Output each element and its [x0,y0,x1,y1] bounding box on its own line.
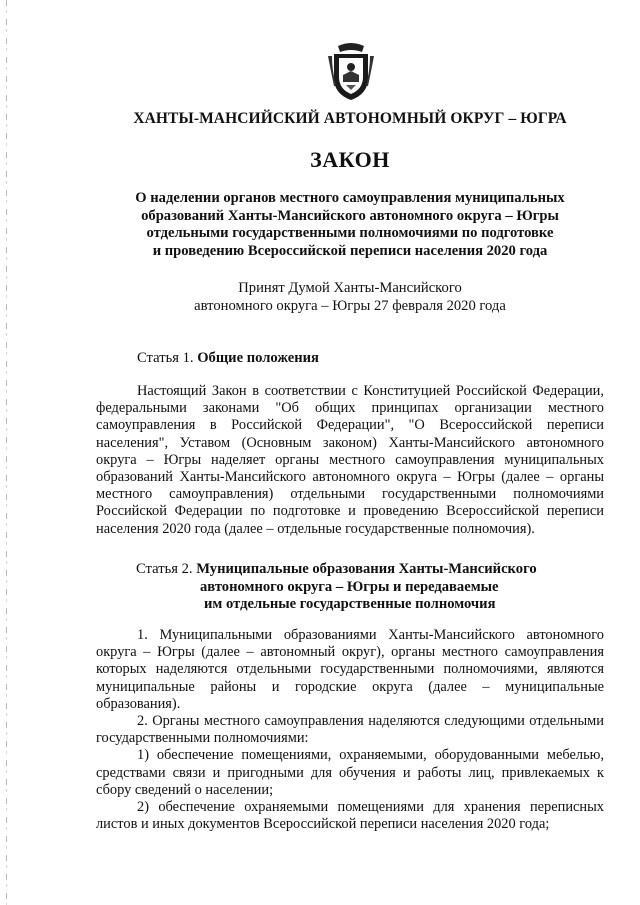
article-2-heading [136,561,606,614]
article-1-label: Статья 1. [137,350,194,366]
law-title-line: отдельными государственными полномочиями по подготовке [146,225,554,242]
region-name: ХАНТЫ-МАНСИЙСКИЙ АВТОНОМНЫЙ ОКРУГ – ЮГРА [133,110,567,127]
adoption-note [150,280,550,315]
law-title [100,190,600,260]
article-2-title-line: автономного округа – Югры и передаваемые [200,578,499,595]
article-2-label: Статья 2. [136,561,193,577]
article-1-text: Настоящий Закон в соответствии с Конституцией Российской Федерации, федеральными законами "Об общих принципах организации местного самоуправления в Российской Федерации", "О Всероссийской переписи населения", Уставом (Основным законом) Ханты-Мансийского автономного округа – Югры наделяет органы местного самоуправления муниципальных образований Ханты-Мансийского автономного округа – Югры (далее – органы местного самоуправления) отдельными государственными полномочиями Российской Федерации по подготовке и проведению Всероссийской переписи населения 2020 года (далее – отдельные государственные полномочия). [96,383,604,537]
law-title-line: и проведению Всероссийской переписи населения 2020 года [152,242,548,259]
article-2-title-line: им отдельные государственные полномочия [204,596,496,613]
article-2-paragraph: 1) обеспечение помещениями, охраняемыми, оборудованными мебелью, средствами связи и пригодными для обучения и работы лиц, привлекаемых к сбору сведений о населении; [96,747,604,798]
coat-of-arms-icon [326,42,376,102]
article-1-heading [137,350,319,367]
article-2-paragraph: 2) обеспечение охраняемыми помещениями для хранения переписных листов и иных документов Всероссийской переписи населения 2020 года; [96,799,604,833]
article-2-paragraph: 1. Муниципальными образованиями Ханты-Мансийского автономного округа – Югры (далее – автономный округ), органы местного самоуправления которых наделяются отдельными государственными полномочиями, являются муниципальные районы и городские округа (далее – муниципальные образования). [96,627,604,712]
article-1-title: Общие положения [197,350,319,366]
document-type: ЗАКОН [310,147,390,172]
adoption-line: автономного округа – Югры 27 февраля 2020 года [194,297,506,314]
adoption-line: Принят Думой Ханты-Мансийского [238,280,462,296]
article-2-title-line: Муниципальные образования Ханты-Мансийского [196,561,537,577]
law-title-line: образований Ханты-Мансийского автономного округа – Югры [141,207,559,224]
article-2-text [96,627,604,833]
law-title-line: О наделении органов местного самоуправления муниципальных [135,190,565,206]
article-2-paragraph: 2. Органы местного самоуправления наделяются следующими отдельными государственными полномочиями: [96,713,604,747]
